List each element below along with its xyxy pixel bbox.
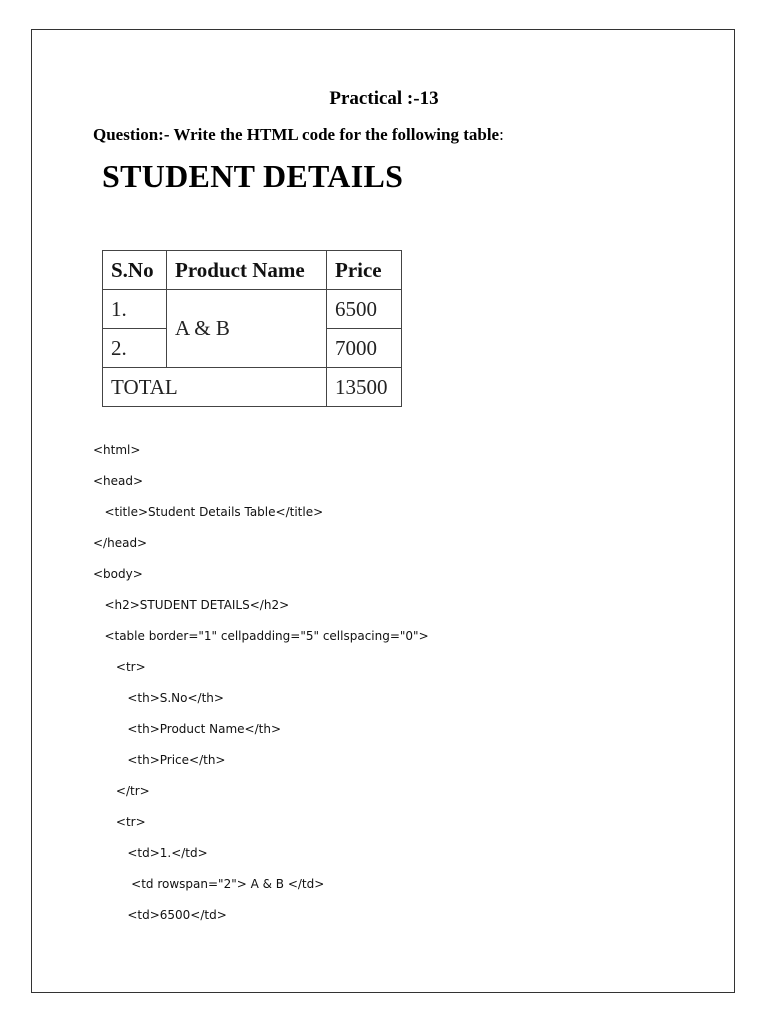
header-cell-product-name: Product Name [167, 251, 327, 290]
code-line: <th>Product Name</th> [93, 722, 281, 736]
code-line: <h2>STUDENT DETAILS</h2> [93, 598, 290, 612]
table-header-row [103, 251, 402, 290]
code-line: <td>1.</td> [93, 846, 208, 860]
cell-sno: 2. [103, 329, 167, 368]
code-line: <head> [93, 474, 144, 488]
cell-sno: 1. [103, 290, 167, 329]
code-line: <th>Price</th> [93, 753, 226, 767]
code-line: <html> [93, 443, 141, 457]
question-suffix: : [499, 125, 504, 144]
code-line: <td rowspan="2"> A & B </td> [93, 877, 325, 891]
cell-price: 7000 [327, 329, 402, 368]
code-line: <th>S.No</th> [93, 691, 224, 705]
cell-merged-product: A & B [167, 290, 327, 368]
student-details-heading: STUDENT DETAILS [102, 158, 404, 194]
table-row [103, 290, 402, 329]
code-line: </tr> [93, 784, 150, 798]
cell-total-label: TOTAL [103, 368, 327, 407]
code-line: <tr> [93, 660, 146, 674]
student-details-table [102, 250, 402, 407]
cell-price: 6500 [327, 290, 402, 329]
code-line: <body> [93, 567, 143, 581]
cell-total-value: 13500 [327, 368, 402, 407]
code-line: <tr> [93, 815, 146, 829]
table-total-row [103, 368, 402, 407]
code-line: <table border="1" cellpadding="5" cellspacing="0"> [93, 629, 429, 643]
code-line: </head> [93, 536, 148, 550]
question-text [93, 125, 504, 145]
code-line: <td>6500</td> [93, 908, 227, 922]
code-line: <title>Student Details Table</title> [93, 505, 324, 519]
header-cell-sno: S.No [103, 251, 167, 290]
question-prefix: Question:- Write the HTML code for the following table [93, 125, 500, 144]
header-cell-price: Price [327, 251, 402, 290]
practical-title: Practical :-13 [329, 88, 439, 109]
